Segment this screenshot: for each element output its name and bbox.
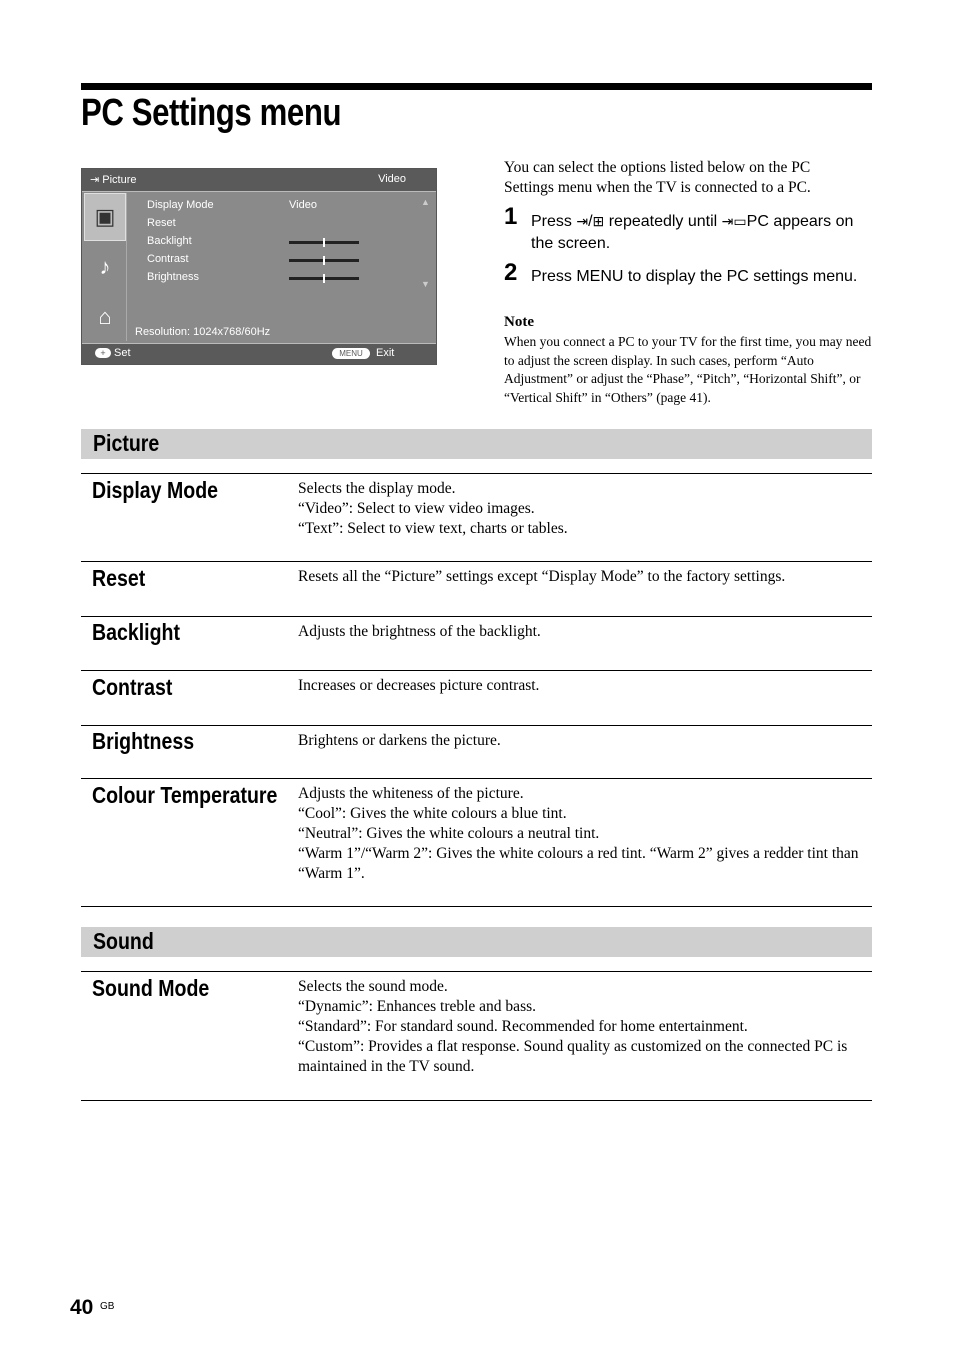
osd-display-mode-value: Video [289,199,317,211]
desc-backlight [298,622,870,642]
term-display-mode: Display Mode [92,477,219,503]
step-text: Press MENU to display the PC settings menu. [531,268,858,285]
title-rule [81,83,872,90]
section-title: Picture [93,430,160,456]
desc-contrast [298,676,870,696]
osd-resolution: Resolution: 1024x768/60Hz [135,326,271,338]
desc-line: “Custom”: Provides a flat response. Sound quality as customized on the connected PC is maintained in the TV sound. [298,1038,848,1075]
term-reset: Reset [92,565,146,591]
osd-slider-backlight [289,241,359,244]
row-divider [81,906,872,907]
osd-header-title: Picture [102,174,137,186]
section-picture-header [81,429,872,459]
desc-display-mode [298,479,870,539]
desc-line: “Standard”: For standard sound. Recommended for home entertainment. [298,1018,748,1035]
picture-icon: ▣ [84,193,126,241]
desc-line: “Dynamic”: Enhances treble and bass. [298,998,537,1015]
osd-header [82,169,436,192]
osd-item-brightness: Brightness [147,271,199,283]
row-divider [81,473,872,474]
section-sound-header [81,927,872,957]
page-region-code: GB [100,1301,115,1312]
osd-header-left [90,173,137,186]
scroll-up-icon: ▲ [421,197,430,207]
step-2 [504,259,864,312]
row-divider [81,725,872,726]
step-text-part: Press [531,213,577,230]
desc-line: “Neutral”: Gives the white colours a neutral tint. [298,825,600,842]
enter-button-icon: + [95,348,111,358]
term-backlight: Backlight [92,619,181,645]
desc-line: Increases or decreases picture contrast. [298,677,540,694]
desc-line: “Video”: Select to view video images. [298,500,535,517]
term-brightness: Brightness [92,728,195,754]
page-title: PC Settings menu [81,92,342,134]
desc-sound-mode [298,977,870,1077]
step-number: 2 [504,259,518,286]
osd-header-right: Video [378,173,406,185]
row-divider [81,778,872,779]
osd-item-reset: Reset [147,217,176,229]
desc-line: Adjusts the brightness of the backlight. [298,623,541,640]
step-text: Press ⇥/⊞ repeatedly until ⇥▭PC appears on the screen. [531,210,861,255]
term-contrast: Contrast [92,674,173,700]
step-number: 1 [504,203,518,230]
row-divider [81,561,872,562]
section-title: Sound [93,928,154,954]
osd-footer [82,343,436,364]
step-text-part: repeatedly until [604,213,722,230]
desc-line: “Text”: Select to view text, charts or tables. [298,520,568,537]
music-note-icon: ♪ [99,254,111,279]
osd-footer-exit: Exit [376,347,395,359]
note-text: When you connect a PC to your TV for the first time, you may need to adjust the screen display. In such cases, perform “Auto Adjustment” or adjust the “Phase”, “Pitch”, “Horizontal Shift”, or “Vertical Shift” in “Others” (page 41). [504,334,872,405]
desc-brightness [298,731,870,751]
desc-line: Resets all the “Picture” settings except “Display Mode” to the factory settings. [298,568,786,585]
desc-line: Brightens or darkens the picture. [298,732,501,749]
desc-reset [298,567,870,587]
desc-line: Adjusts the whiteness of the picture. [298,785,524,802]
osd-slider-contrast [289,259,359,262]
desc-line: Selects the display mode. [298,480,456,497]
desc-line: “Warm 1”/“Warm 2”: Gives the white colours a red tint. “Warm 2” gives a redder tint than “Warm 1”. [298,845,859,882]
menu-button-icon: MENU [332,348,370,359]
osd-slider-knob [323,274,325,283]
step-1 [504,203,864,256]
desc-line: Selects the sound mode. [298,978,448,995]
term-sound-mode: Sound Mode [92,975,210,1001]
input-icon: ⇥ [90,174,100,186]
input-select-icon: ⇥ [576,213,589,229]
tv-menu-screenshot [81,168,437,365]
row-divider [81,1100,872,1101]
desc-line: “Cool”: Gives the white colours a blue tint. [298,805,567,822]
row-divider [81,670,872,671]
input-list-icon: ⊞ [592,213,605,229]
osd-item-contrast: Contrast [147,253,189,265]
osd-divider [126,193,127,341]
osd-slider-knob [323,256,325,265]
osd-item-backlight: Backlight [147,235,192,247]
row-divider [81,616,872,617]
osd-slider-brightness [289,277,359,280]
intro-text: You can select the options listed below on the PC Settings menu when the TV is connected to a PC. [504,159,811,196]
note-heading: Note [504,314,534,330]
osd-footer-set: Set [114,347,131,359]
row-divider [81,971,872,972]
step-text-part: PC appears on the screen. [531,213,854,252]
scroll-down-icon: ▼ [421,279,430,289]
desc-colour-temperature [298,784,870,884]
osd-sidebar [84,193,126,343]
toolbox-icon: ⌂ [98,304,112,329]
term-colour-temperature: Colour Temperature [92,782,278,808]
pc-input-icon: ⇥▭ [721,213,747,229]
page-number: 40 [70,1296,94,1319]
osd-item-display-mode: Display Mode [147,199,214,211]
osd-slider-knob [323,238,325,247]
